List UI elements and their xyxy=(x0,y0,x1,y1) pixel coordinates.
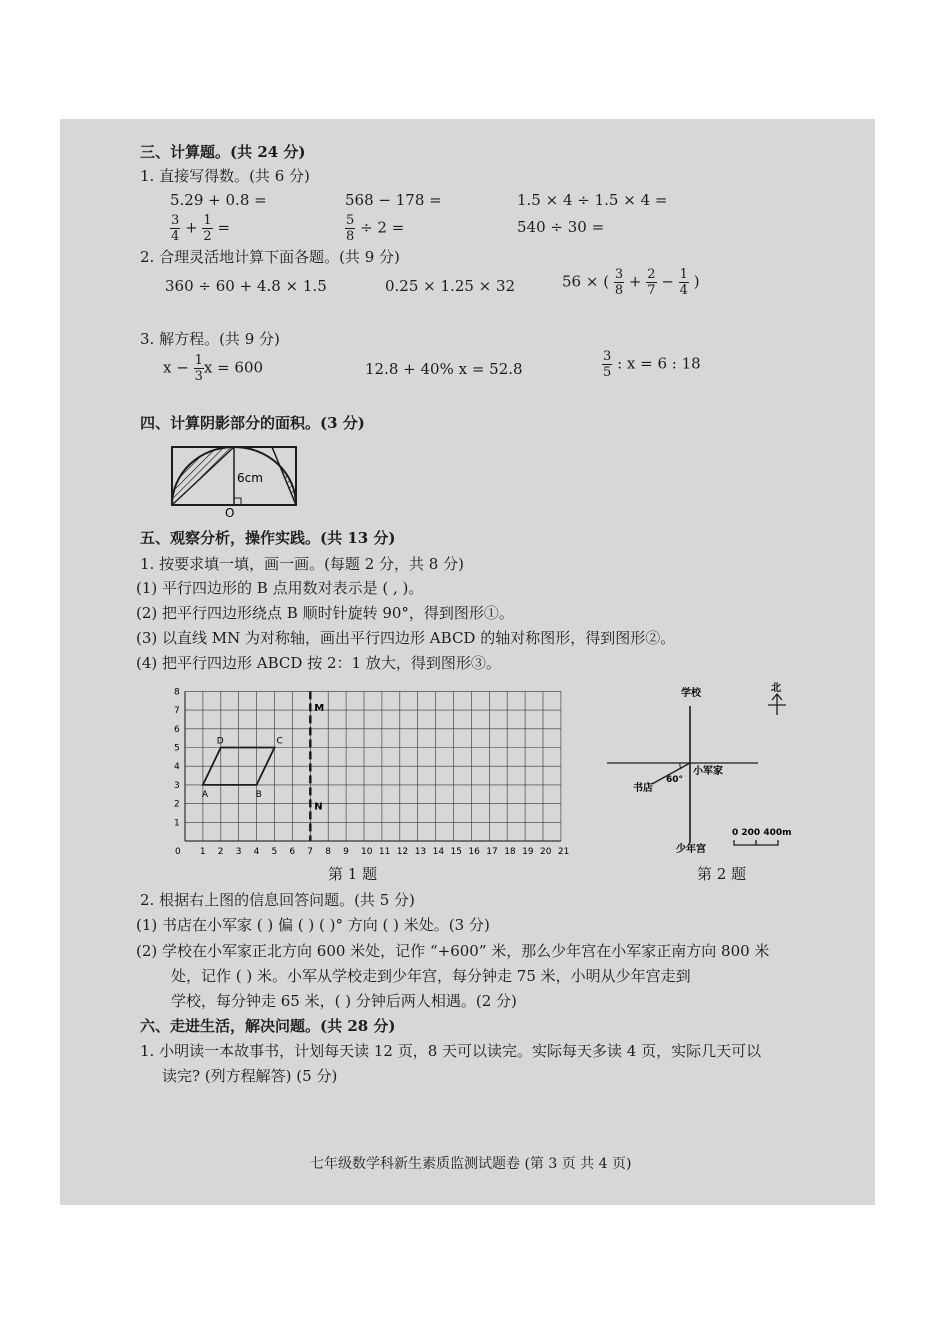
y-tick-label: 4 xyxy=(174,762,180,773)
y-tick-label: 8 xyxy=(174,687,180,698)
section6-title: 六、走进生活，解决问题。(共 28 分) xyxy=(140,1017,396,1035)
x-tick-label: 7 xyxy=(307,847,314,857)
scale-bar xyxy=(734,840,778,845)
grid-caption: 第 1 题 xyxy=(328,865,378,883)
x-tick-label: 21 xyxy=(557,847,570,857)
q1-expr-5: $\frac{5}{8}$ ÷ 2 = xyxy=(346,213,405,244)
right-angle-mark xyxy=(234,498,241,505)
grid-lines xyxy=(185,691,561,841)
q3-expr-3: $\frac{3}{5}$ : x = 6 : 18 xyxy=(603,349,701,380)
x-tick-label: 15 xyxy=(450,847,462,857)
q1-expr-2: 568 − 178 = xyxy=(345,191,442,209)
q1-expr-4: $\frac{3}{4}$ + $\frac{1}{2}$ = xyxy=(171,213,231,244)
y-tick-label: 2 xyxy=(174,799,180,810)
section3-title: 三、计算题。(共 24 分) xyxy=(140,143,306,161)
s5-q2-title: 2. 根据右上图的信息回答问题。(共 5 分) xyxy=(140,891,415,909)
y-tick-label: 5 xyxy=(174,743,180,754)
point-label-b: B xyxy=(255,789,262,800)
point-label-c: C xyxy=(276,736,283,747)
point-label-d: D xyxy=(216,736,224,747)
x-tick-label: 12 xyxy=(396,847,409,857)
x-tick-label: 3 xyxy=(235,847,242,857)
coordinate-grid xyxy=(165,683,585,858)
s5-q1-part3: (3) 以直线 MN 为对称轴，画出平行四边形 ABCD 的轴对称图形，得到图形②。 xyxy=(136,629,676,647)
direction-map xyxy=(600,678,820,858)
x-tick-label: 14 xyxy=(432,847,445,857)
s5-q1-part4: (4) 把平行四边形 ABCD 按 2：1 放大，得到图形③。 xyxy=(136,654,501,672)
x-tick-label: 20 xyxy=(540,847,552,857)
angle-label: 60° xyxy=(666,775,684,785)
right-diagonal xyxy=(272,447,296,505)
x-tick-label: 16 xyxy=(468,847,480,857)
scale-label: 0 200 400m xyxy=(732,828,792,838)
s5-q2-part2-line2: 处，记作 ( ) 米。小军从学校走到少年宫，每分钟走 75 米，小明从少年宫走到 xyxy=(171,967,691,985)
x-tick-label: 0 xyxy=(175,847,181,857)
page-footer: 七年级数学科新生素质监测试题卷 (第 3 页 共 4 页) xyxy=(310,1156,632,1172)
shaded-area-figure xyxy=(160,440,310,520)
q3-expr-2: 12.8 + 40% x = 52.8 xyxy=(365,360,523,378)
x-tick-label: 4 xyxy=(253,847,260,857)
s5-q1-part1: (1) 平行四边形的 B 点用数对表示是 ( , )。 xyxy=(136,579,424,597)
x-tick-label: 5 xyxy=(271,847,278,857)
bookstore-label: 书店 xyxy=(633,783,653,794)
palace-label: 少年宫 xyxy=(676,844,706,855)
radius-label: 6cm xyxy=(237,471,263,485)
q2-expr-1: 360 ÷ 60 + 4.8 × 1.5 xyxy=(165,277,327,295)
x-tick-label: 13 xyxy=(414,847,427,857)
x-tick-label: 2 xyxy=(217,847,224,857)
q1-title: 1. 直接写得数。(共 6 分) xyxy=(140,167,310,185)
section4-title: 四、计算阴影部分的面积。(3 分) xyxy=(140,414,365,432)
q1-expr-3: 1.5 × 4 ÷ 1.5 × 4 = xyxy=(517,191,668,209)
y-tick-label: 3 xyxy=(174,780,180,791)
x-tick-label: 18 xyxy=(504,847,516,857)
north-label: 北 xyxy=(771,683,781,694)
q2-expr-2: 0.25 × 1.25 × 32 xyxy=(385,277,516,295)
x-tick-label: 11 xyxy=(378,847,391,857)
x-tick-label: 6 xyxy=(289,847,296,857)
x-tick-label: 17 xyxy=(486,847,498,857)
q1-expr-6: 540 ÷ 30 = xyxy=(517,218,605,236)
q2-expr-3: 56 × ( $\frac{3}{8}$ + $\frac{2}{7}$ − $\frac{1}{4}$ ) xyxy=(562,267,700,298)
s6-q1-line2: 读完? (列方程解答) (5 分) xyxy=(162,1067,338,1085)
y-tick-label: 1 xyxy=(174,818,180,829)
home-label: 小军家 xyxy=(693,766,723,777)
y-tick-label: 6 xyxy=(174,724,180,735)
s5-q2-part2-line3: 学校，每分钟走 65 米，( ) 分钟后两人相遇。(2 分) xyxy=(171,992,517,1010)
map-caption: 第 2 题 xyxy=(697,865,747,883)
q3-title: 3. 解方程。(共 9 分) xyxy=(140,330,280,348)
q3-expr-1: x − $\frac{1}{3}$ x = 600 xyxy=(163,353,264,384)
x-tick-label: 1 xyxy=(199,847,206,857)
q2-title: 2. 合理灵活地计算下面各题。(共 9 分) xyxy=(140,248,400,266)
s5-q2-part1: (1) 书店在小军家 ( ) 偏 ( ) ( )° 方向 ( ) 米处。(3 分) xyxy=(136,916,490,934)
axis-label-m: M xyxy=(314,703,325,715)
s5-q2-part2-line1: (2) 学校在小军家正北方向 600 米处，记作 “+600” 米，那么少年宫在小军家正南方向 800 米 xyxy=(136,942,770,960)
school-label: 学校 xyxy=(681,688,701,699)
y-tick-label: 7 xyxy=(174,706,180,717)
point-label-a: A xyxy=(201,789,209,800)
x-tick-label: 8 xyxy=(325,847,331,857)
x-tick-label: 9 xyxy=(343,847,349,857)
s5-q1-part2: (2) 把平行四边形绕点 B 顺时针旋转 90°，得到图形①。 xyxy=(136,604,514,622)
x-tick-label: 10 xyxy=(361,847,373,857)
q1-expr-1: 5.29 + 0.8 = xyxy=(170,191,267,209)
center-label: O xyxy=(225,506,235,520)
s5-q1-title: 1. 按要求填一填，画一画。(每题 2 分，共 8 分) xyxy=(140,555,464,573)
s6-q1-line1: 1. 小明读一本故事书，计划每天读 12 页，8 天可以读完。实际每天多读 4 页，实际几天可以 xyxy=(140,1042,762,1060)
axis-label-n: N xyxy=(314,801,323,813)
section5-title: 五、观察分析，操作实践。(共 13 分) xyxy=(140,529,396,547)
x-tick-label: 19 xyxy=(522,847,534,857)
